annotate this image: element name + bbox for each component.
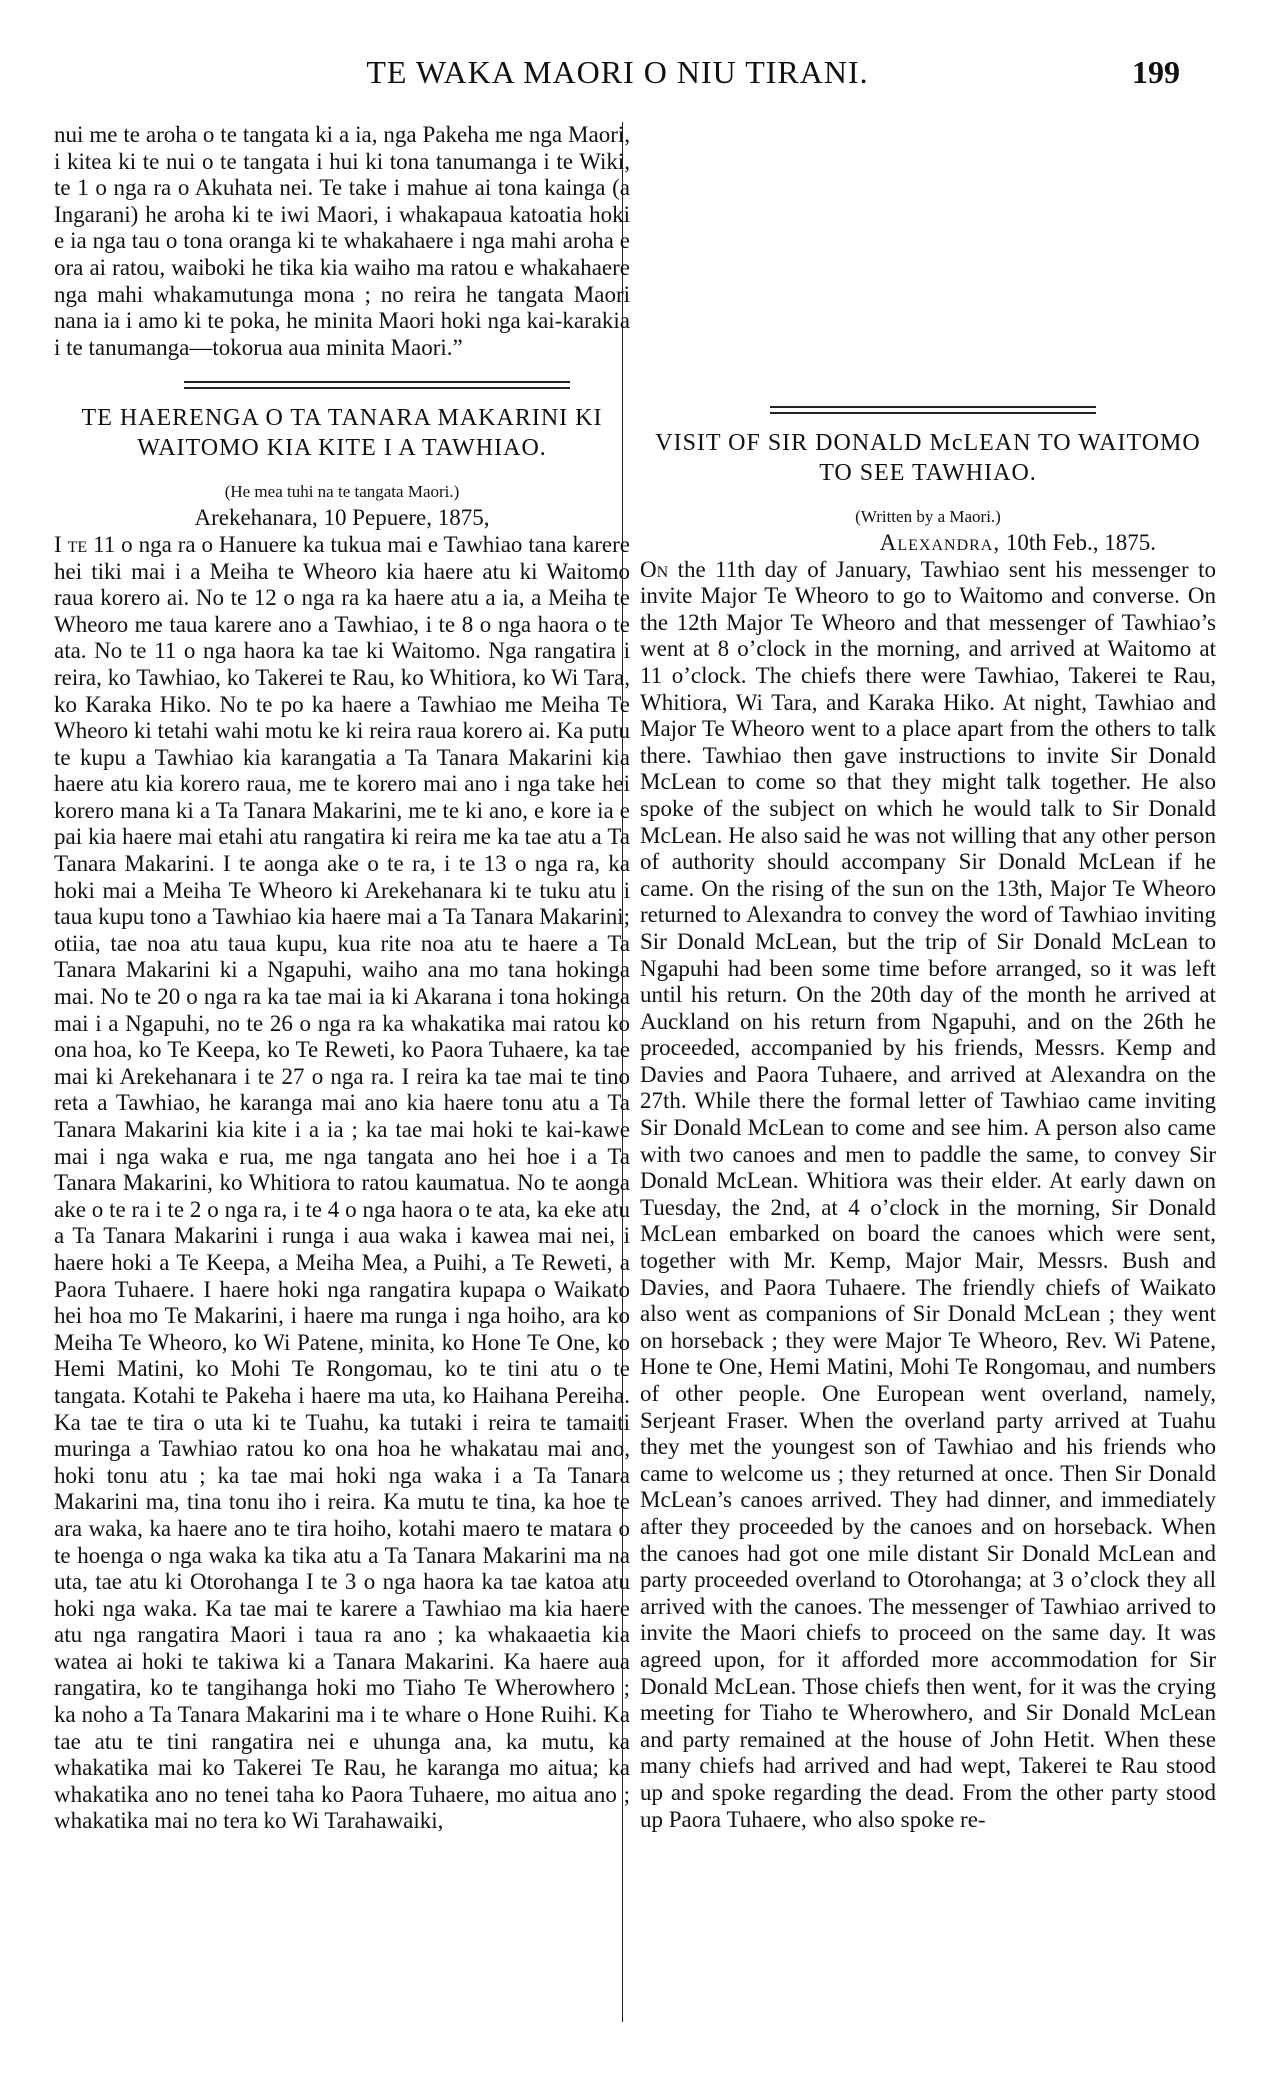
section-divider [770,406,1096,414]
opening-word: On [640,556,669,582]
article-headline-maori: TE HAERENGA O TA TANARA MAKARINI KI WAITOMO KIA KITE I A TAWHIAO. [81,405,603,462]
right-column [640,122,1216,1833]
dateline-english [640,530,1216,557]
byline-maori: (He mea tuhi na te tangata Maori.) [224,482,460,502]
left-column [54,122,630,1835]
article-body-english [640,557,1216,1834]
article-headline-english: VISIT OF SIR DONALD McLEAN TO WAITOMO TO SEE TAWHIAO. [655,430,1201,486]
blank-space [640,122,1216,392]
byline-english: (Written by a Maori.) [855,507,1001,526]
dateline-maori: Arekehanara, 10 Pepuere, 1875, [194,505,490,531]
body-text: the 11th day of January, Tawhiao sent his messenger to invite Major Te Wheoro to go to Waitomo and converse. On the 12th Major Te Wheoro and that messenger of Tawhiao’s went at 8 o’clock in the morning, and arrived at Waitomo at 11 o’clock. The chiefs there were Tawhiao, Takerei te Rau, Whitiora, Wi Tara, and Karaka Hiko. At night, Tawhiao and Major Te Wheoro went to a place apart from the others to talk there. Tawhiao then gave instructions to invite Sir Donald McLean to come so that they might talk together. He also spoke of the subject on which he would talk to Sir Donald McLean. He also said he was not willing that any other person of authority should accompany Sir Donald McLean if he came. On the rising of the sun on the 13th, Major Te Wheoro returned to Alexandra to convey the word of Tawhiao inviting Sir Donald McLean, but the trip of Sir Donald McLean to Ngapuhi had been some time before arranged, so it was left until his return. On the 20th day of the month he arrived at Auckland on his return from Ngapuhi, and on the 26th he proceeded, accompanied by his friends, Messrs. Kemp and Davies and Paora Tuhaere, and arrived at Alexandra on the 27th. While there the formal letter of Tawhiao came inviting Sir Donald McLean to come and see him. A person also came with two canoes and men to paddle the same, to convey Sir Donald McLean. Whitiora was their elder. At early dawn on Tuesday, the 2nd, at 4 o’clock in the morning, Sir Donald McLean embarked on board the canoes which were sent, together with Mr. Kemp, Major Mair, Messrs. Bush and Davies, and Paora Tuhaere. The friendly chiefs of Waikato also went as companions of Sir Donald McLean ; they went on horseback ; they were Major Te Wheoro, Rev. Wi Patene, Hone te One, Hemi Matini, Mohi Te Rongomau, and numbers of other people. One European went overland, namely, Serjeant Fraser. When the overland party arrived at Tuahu they met the youngest son of Tawhiao and his friends who came to welcome us ; they returned at once. Then Sir Donald McLean’s canoes arrived. They had dinner, and immediately after they proceeded by the canoes and on horseback. When the canoes had got one mile distant Sir Donald McLean and party proceeded overland to Otorohanga; at 3 o’clock they all arrived with the canoes. The messenger of Tawhiao arrived to invite the Maori chiefs to proceed on the same day. It was agreed upon, for it afforded more accommodation for Sir Donald McLean. Those chiefs then went, for it was the crying meeting for Tiaho te Wherowhero, and Sir Donald McLean and party remained at the house of John Hetit. When these many chiefs had arrived and had wept, Takerei te Rau stood up and spoke regarding the dead. From the other party stood up Paora Tuhaere, who also spoke re- [640,556,1217,1832]
body-text: 11 o nga ra o Hanuere ka tukua mai e Tawhiao tana karere hei tiki mai i a Meiha te Wheoro kia haere atu ki Waitomo raua korero ai. No te 12 o nga ra ka haere atu a ia, a Meiha te Wheoro me taua karere ano a Tawhiao, i te 8 o nga haora o te ata. No te 11 o nga haora ka tae ki Waitomo. Nga rangatira i reira, ko Tawhiao, ko Takerei te Rau, ko Whitiora, ko Wi Tara, ko Karaka Hiko. No te po ka haere a Tawhiao me Meiha Te Wheoro ki tetahi wahi motu ke ki reira raua korero ai. Ka putu te kupu a Tawhiao kia karangatia a Ta Tanara Makarini kia haere atu kia korero raua, me te korero mai ano i nga take hei korero mana ki a Ta Tanara Makarini, me te ki ano, e kore ia e pai kia haere mai etahi atu rangatira ki reira me ka tae atu a Ta Tanara Makarini. I te aonga ake o te ra, i te 13 o nga ra, ka hoki mai a Meiha Te Wheoro ki Arekehanara ki te tuku atu i taua kupu tono a Tawhiao kia haere mai a Ta Tanara Makarini; otiia, tae noa atu taua kupu, kua rite noa atu te haere a Ta Tanara Makarini ki a Ngapuhi, waiho ana mo tana hokinga mai. No te 20 o nga ra ka tae mai ia ki Akarana i tona hokinga mai i a Ngapuhi, no te 26 o nga ra ka whakatika mai ratou ko ona hoa, ko Te Keepa, ko Te Reweti, ko Paora Tuhaere, ka tae mai ki Arekehanara i te 27 o nga ra. I reira ka tae mai te tino reta a Tawhiao, he karanga mai ano kia haere tonu atu a Ta Tanara Makarini kia kite i a ia ; ka tae mai hoki te kai-kawe mai i nga waka e rua, me nga tangata ano hei hoe i a Ta Tanara Makarini, ko Whitiora to ratou kaumatua. No te aonga ake o te ra i te 2 o nga ra, i te 4 o nga haora o te ata, ka eke atu a Ta Tanara Makarini i runga i aua waka i kawea mai nei, i haere hoki a Te Keepa, a Meiha Mea, a Puihi, a Te Reweti, a Paora Tuhaere. I haere hoki nga rangatira kupapa o Waikato hei hoa mo Te Makarini, i haere ma runga i nga hoiho, ara ko Meiha Te Wheoro, ko Wi Patene, minita, ko Hone Te One, ko Hemi Matini, ko Mohi Te Rongomau, ko te tini atu o te tangata. Kotahi te Pakeha i haere ma uta, ko Haihana Pereiha. Ka tae te tira o uta ki te Tuahu, ka tutaki i reira te tamaiti muringa a Tawhiao ratou ko ona hoa he whakatau mai ano, hoki tonu atu ; ka tae mai hoki nga waka i a Ta Tanara Makarini ma, tina tonu iho i reira. Ka mutu te tina, ka hoe te ara waka, ka haere ano te tira hoiho, kotahi maero te matara o te hoenga o nga waka ka tika atu a Ta Tanara Makarini ma na uta, tae atu ki Otorohanga I te 3 o nga haora ka tae katoa atu hoki nga waka. Ka tae mai te karere a Tawhiao ma kia haere atu nga rangatira Maori i taua ra ano ; ka whakaaetia kia watea ai hoki te takiwa ki a Tanara Makarini. Ka haere aua rangatira, ko te tangihanga hoki mo Tiaho Te Wherowhero ; ka noho a Ta Tanara Makarini ma i te whare o Hone Ruihi. Ka tae atu te tini rangatira nei e uhunga ana, ka mutu, ka whakatika mai ko Takerei Te Rau, he karanga mo aitua; ka whakatika ano no tenei taha ko Paora Tuhaere, mo aitua ano ; whakatika mai no tera ko Wi Tarahawaiki, [54,531,630,1834]
dateline-date: 10th Feb., 1875. [1000,530,1156,555]
running-title: TE WAKA MAORI O NIU TIRANI. [366,54,869,90]
opening-word: I te [54,531,88,557]
section-divider [184,381,570,389]
continuation-paragraph: nui me te aroha o te tangata ki a ia, nga Pakeha me nga Maori, i kitea ki te nui o te tangata i hui ki tona tanumanga i te Wiki, te 1 o nga ra o Akuhata nei. Te take i mahue ai tona kainga (a Ingarani) he aroha ki te iwi Maori, i whakapaua katoatia hoki e ia nga tau o tona oranga ki te whakahaere i nga mahi aroha e ora ai ratou, waiboki he tika kia waiho ma ratou e whakahaere nga mahi whakamutunga mona ; no reira he tangata Maori nana ia i amo ki te poka, he minita Maori hoki nga kai-karakia i te tanumanga—tokorua aua minita Maori.” [54,122,630,360]
article-body-maori [54,532,630,1835]
page-number: 199 [1132,54,1180,90]
dateline-place: Alexandra, [879,530,1001,555]
page-header [55,54,1180,104]
